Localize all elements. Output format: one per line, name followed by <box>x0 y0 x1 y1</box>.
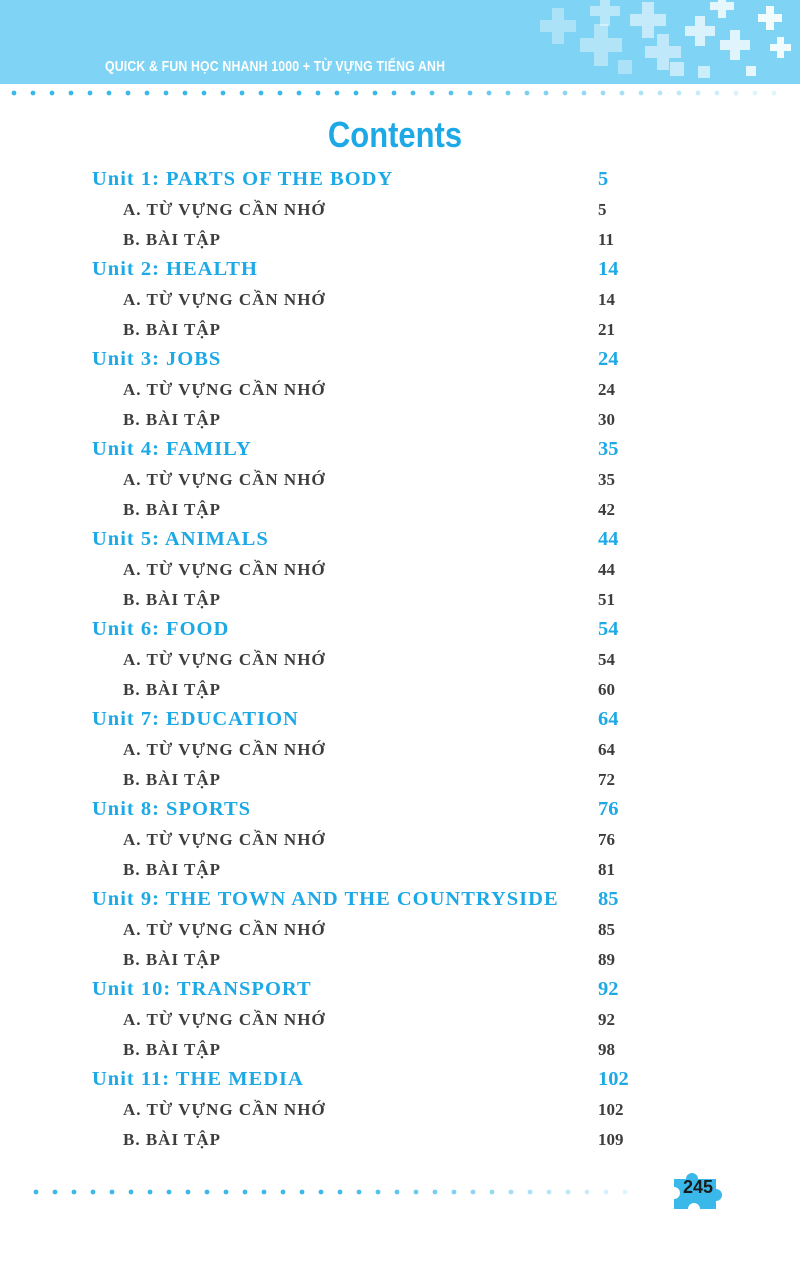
toc-unit-row[interactable] <box>0 798 800 828</box>
toc-unit-title: Unit 11: THE MEDIA <box>92 1068 304 1090</box>
toc-unit-page: 76 <box>598 798 619 820</box>
toc-unit-page: 24 <box>598 348 619 370</box>
dot <box>490 1190 495 1195</box>
toc-subsection-row[interactable] <box>0 678 800 708</box>
page-number-badge <box>668 1163 728 1213</box>
dot <box>224 1190 229 1195</box>
toc-unit-title: Unit 4: FAMILY <box>92 438 252 460</box>
toc-unit-title: Unit 1: PARTS OF THE BODY <box>92 168 394 190</box>
toc-subsection-page: 11 <box>598 230 615 249</box>
toc-subsection-row[interactable] <box>0 858 800 888</box>
toc-subsection-row[interactable] <box>0 588 800 618</box>
dot <box>487 91 492 96</box>
dot <box>126 91 131 96</box>
dot <box>734 91 739 96</box>
dot <box>395 1190 400 1195</box>
dot <box>715 91 720 96</box>
toc-subsection-row[interactable] <box>0 408 800 438</box>
toc-subsection-page: 81 <box>598 860 615 879</box>
toc-unit-row[interactable] <box>0 528 800 558</box>
toc-unit-row[interactable] <box>0 168 800 198</box>
dot <box>88 91 93 96</box>
dot <box>202 91 207 96</box>
toc-unit-page: 14 <box>598 258 619 280</box>
dot <box>12 91 17 96</box>
toc-subsection-page: 24 <box>598 380 615 399</box>
dot <box>528 1190 533 1195</box>
dot <box>544 91 549 96</box>
dot <box>164 91 169 96</box>
dot <box>639 91 644 96</box>
toc-subsection-row[interactable] <box>0 558 800 588</box>
toc-subsection-title: A. TỪ VỰNG CẦN NHỚ <box>123 380 326 399</box>
dot <box>468 91 473 96</box>
toc-unit-page: 64 <box>598 708 619 730</box>
toc-unit-row[interactable] <box>0 258 800 288</box>
toc-subsection-page: 5 <box>598 200 607 219</box>
dot <box>411 91 416 96</box>
toc-subsection-page: 14 <box>598 290 615 309</box>
dot <box>753 91 758 96</box>
toc-subsection-page: 98 <box>598 1040 615 1059</box>
toc-subsection-page: 44 <box>598 560 615 579</box>
toc-unit-row[interactable] <box>0 978 800 1008</box>
dot <box>319 1190 324 1195</box>
dot <box>772 91 777 96</box>
toc-subsection-page: 42 <box>598 500 615 519</box>
toc-subsection-page: 51 <box>598 590 615 609</box>
dot <box>50 91 55 96</box>
toc-unit-row[interactable] <box>0 618 800 648</box>
dot <box>148 1190 153 1195</box>
page-title: Contents <box>327 114 463 155</box>
toc-subsection-title: B. BÀI TẬP <box>123 950 222 969</box>
toc-subsection-page: 89 <box>598 950 615 969</box>
running-header-title: QUICK & FUN HỌC NHANH 1000 + TỪ VỰNG TIẾNG ANH <box>105 58 446 75</box>
dot <box>300 1190 305 1195</box>
dot <box>354 91 359 96</box>
toc-subsection-title: B. BÀI TẬP <box>123 230 222 249</box>
top-dotted-rule <box>0 88 800 98</box>
dot <box>452 1190 457 1195</box>
toc-subsection-row[interactable] <box>0 1128 800 1158</box>
toc-subsection-row[interactable] <box>0 1038 800 1068</box>
toc-unit-row[interactable] <box>0 348 800 378</box>
dot <box>316 91 321 96</box>
dot <box>107 91 112 96</box>
toc-subsection-title: B. BÀI TẬP <box>123 590 222 609</box>
toc-subsection-title: A. TỪ VỰNG CẦN NHỚ <box>123 1100 326 1119</box>
toc-subsection-row[interactable] <box>0 228 800 258</box>
dot <box>186 1190 191 1195</box>
dot <box>563 91 568 96</box>
dot <box>357 1190 362 1195</box>
toc-subsection-title: A. TỪ VỰNG CẦN NHỚ <box>123 200 326 219</box>
dot <box>604 1190 609 1195</box>
dot <box>145 91 150 96</box>
dot <box>183 91 188 96</box>
dot <box>34 1190 39 1195</box>
cross-pattern-icon <box>520 0 800 84</box>
dot <box>566 1190 571 1195</box>
toc-subsection-page: 92 <box>598 1010 615 1029</box>
toc-unit-page: 54 <box>598 618 619 640</box>
dot <box>582 91 587 96</box>
toc-subsection-row[interactable] <box>0 648 800 678</box>
toc-unit-page: 85 <box>598 888 619 910</box>
toc-unit-title: Unit 6: FOOD <box>92 618 230 640</box>
dot <box>278 91 283 96</box>
dot <box>525 91 530 96</box>
dot <box>243 1190 248 1195</box>
dot <box>335 91 340 96</box>
toc-unit-title: Unit 2: HEALTH <box>92 258 258 280</box>
toc-subsection-page: 54 <box>598 650 615 669</box>
dot <box>221 91 226 96</box>
toc-unit-row[interactable] <box>0 1068 800 1098</box>
toc-unit-title: Unit 10: TRANSPORT <box>92 978 312 1000</box>
toc-subsection-page: 64 <box>598 740 615 759</box>
toc-unit-page: 5 <box>598 168 609 190</box>
toc-subsection-title: B. BÀI TẬP <box>123 770 222 789</box>
toc-subsection-title: B. BÀI TẬP <box>123 410 222 429</box>
dot <box>259 91 264 96</box>
toc-unit-title: Unit 8: SPORTS <box>92 798 252 820</box>
dot <box>509 1190 514 1195</box>
toc-unit-row[interactable] <box>0 438 800 468</box>
dot <box>72 1190 77 1195</box>
toc-unit-title: Unit 5: ANIMALS <box>92 528 269 550</box>
toc-subsection-page: 21 <box>598 320 615 339</box>
dot <box>53 1190 58 1195</box>
toc-subsection-row[interactable] <box>0 468 800 498</box>
toc-subsection-title: A. TỪ VỰNG CẦN NHỚ <box>123 740 326 759</box>
toc-subsection-title: A. TỪ VỰNG CẦN NHỚ <box>123 470 326 489</box>
page-number: 245 <box>682 1177 714 1197</box>
toc-subsection-row[interactable] <box>0 378 800 408</box>
dot <box>623 1190 628 1195</box>
toc-subsection-title: B. BÀI TẬP <box>123 500 222 519</box>
dot <box>392 91 397 96</box>
dot <box>696 91 701 96</box>
dot <box>620 91 625 96</box>
toc-subsection-title: A. TỪ VỰNG CẦN NHỚ <box>123 290 326 309</box>
toc-unit-title: Unit 9: THE TOWN AND THE COUNTRYSIDE <box>92 888 559 910</box>
toc-subsection-row[interactable] <box>0 1008 800 1038</box>
dot <box>449 91 454 96</box>
toc-subsection-title: B. BÀI TẬP <box>123 1040 222 1059</box>
toc-unit-page: 92 <box>598 978 619 1000</box>
toc-subsection-title: B. BÀI TẬP <box>123 320 222 339</box>
toc-subsection-page: 30 <box>598 410 615 429</box>
dot <box>677 91 682 96</box>
dot <box>297 91 302 96</box>
toc-subsection-row[interactable] <box>0 918 800 948</box>
toc-subsection-page: 72 <box>598 770 615 789</box>
toc-subsection-title: B. BÀI TẬP <box>123 1130 222 1149</box>
toc-unit-page: 35 <box>598 438 619 460</box>
toc-unit-page: 102 <box>598 1068 629 1090</box>
toc-unit-page: 44 <box>598 528 619 550</box>
toc-unit-title: Unit 3: JOBS <box>92 348 222 370</box>
dot <box>506 91 511 96</box>
dot <box>110 1190 115 1195</box>
toc-subsection-page: 85 <box>598 920 615 939</box>
toc-unit-row[interactable] <box>0 708 800 738</box>
toc-unit-title: Unit 7: EDUCATION <box>92 708 299 730</box>
toc-subsection-page: 35 <box>598 470 615 489</box>
dot <box>91 1190 96 1195</box>
dot <box>281 1190 286 1195</box>
toc-subsection-row[interactable] <box>0 948 800 978</box>
dot <box>601 91 606 96</box>
dot <box>430 91 435 96</box>
dot <box>433 1190 438 1195</box>
toc-subsection-title: B. BÀI TẬP <box>123 860 222 879</box>
toc-subsection-page: 76 <box>598 830 615 849</box>
dot <box>471 1190 476 1195</box>
toc-subsection-row[interactable] <box>0 318 800 348</box>
dot <box>31 91 36 96</box>
toc-subsection-title: A. TỪ VỰNG CẦN NHỚ <box>123 560 326 579</box>
dot <box>262 1190 267 1195</box>
toc-subsection-row[interactable] <box>0 198 800 228</box>
toc-subsection-title: B. BÀI TẬP <box>123 680 222 699</box>
toc-subsection-title: A. TỪ VỰNG CẦN NHỚ <box>123 920 326 939</box>
dot <box>205 1190 210 1195</box>
dot <box>129 1190 134 1195</box>
dot <box>240 91 245 96</box>
dot <box>338 1190 343 1195</box>
toc-subsection-page: 60 <box>598 680 615 699</box>
toc-subsection-row[interactable] <box>0 768 800 798</box>
toc-subsection-page: 102 <box>598 1100 624 1119</box>
dot <box>547 1190 552 1195</box>
toc-subsection-row[interactable] <box>0 498 800 528</box>
dot <box>167 1190 172 1195</box>
dot <box>373 91 378 96</box>
dot <box>376 1190 381 1195</box>
toc-subsection-page: 109 <box>598 1130 624 1149</box>
dot <box>658 91 663 96</box>
dot <box>414 1190 419 1195</box>
toc-subsection-row[interactable] <box>0 288 800 318</box>
toc-unit-row[interactable] <box>0 888 800 918</box>
toc-subsection-title: A. TỪ VỰNG CẦN NHỚ <box>123 1010 326 1029</box>
toc-subsection-title: A. TỪ VỰNG CẦN NHỚ <box>123 830 326 849</box>
dot <box>585 1190 590 1195</box>
dot <box>69 91 74 96</box>
toc-subsection-row[interactable] <box>0 738 800 768</box>
toc-subsection-title: A. TỪ VỰNG CẦN NHỚ <box>123 650 326 669</box>
toc-subsection-row[interactable] <box>0 828 800 858</box>
header-band <box>0 0 800 84</box>
toc-subsection-row[interactable] <box>0 1098 800 1128</box>
